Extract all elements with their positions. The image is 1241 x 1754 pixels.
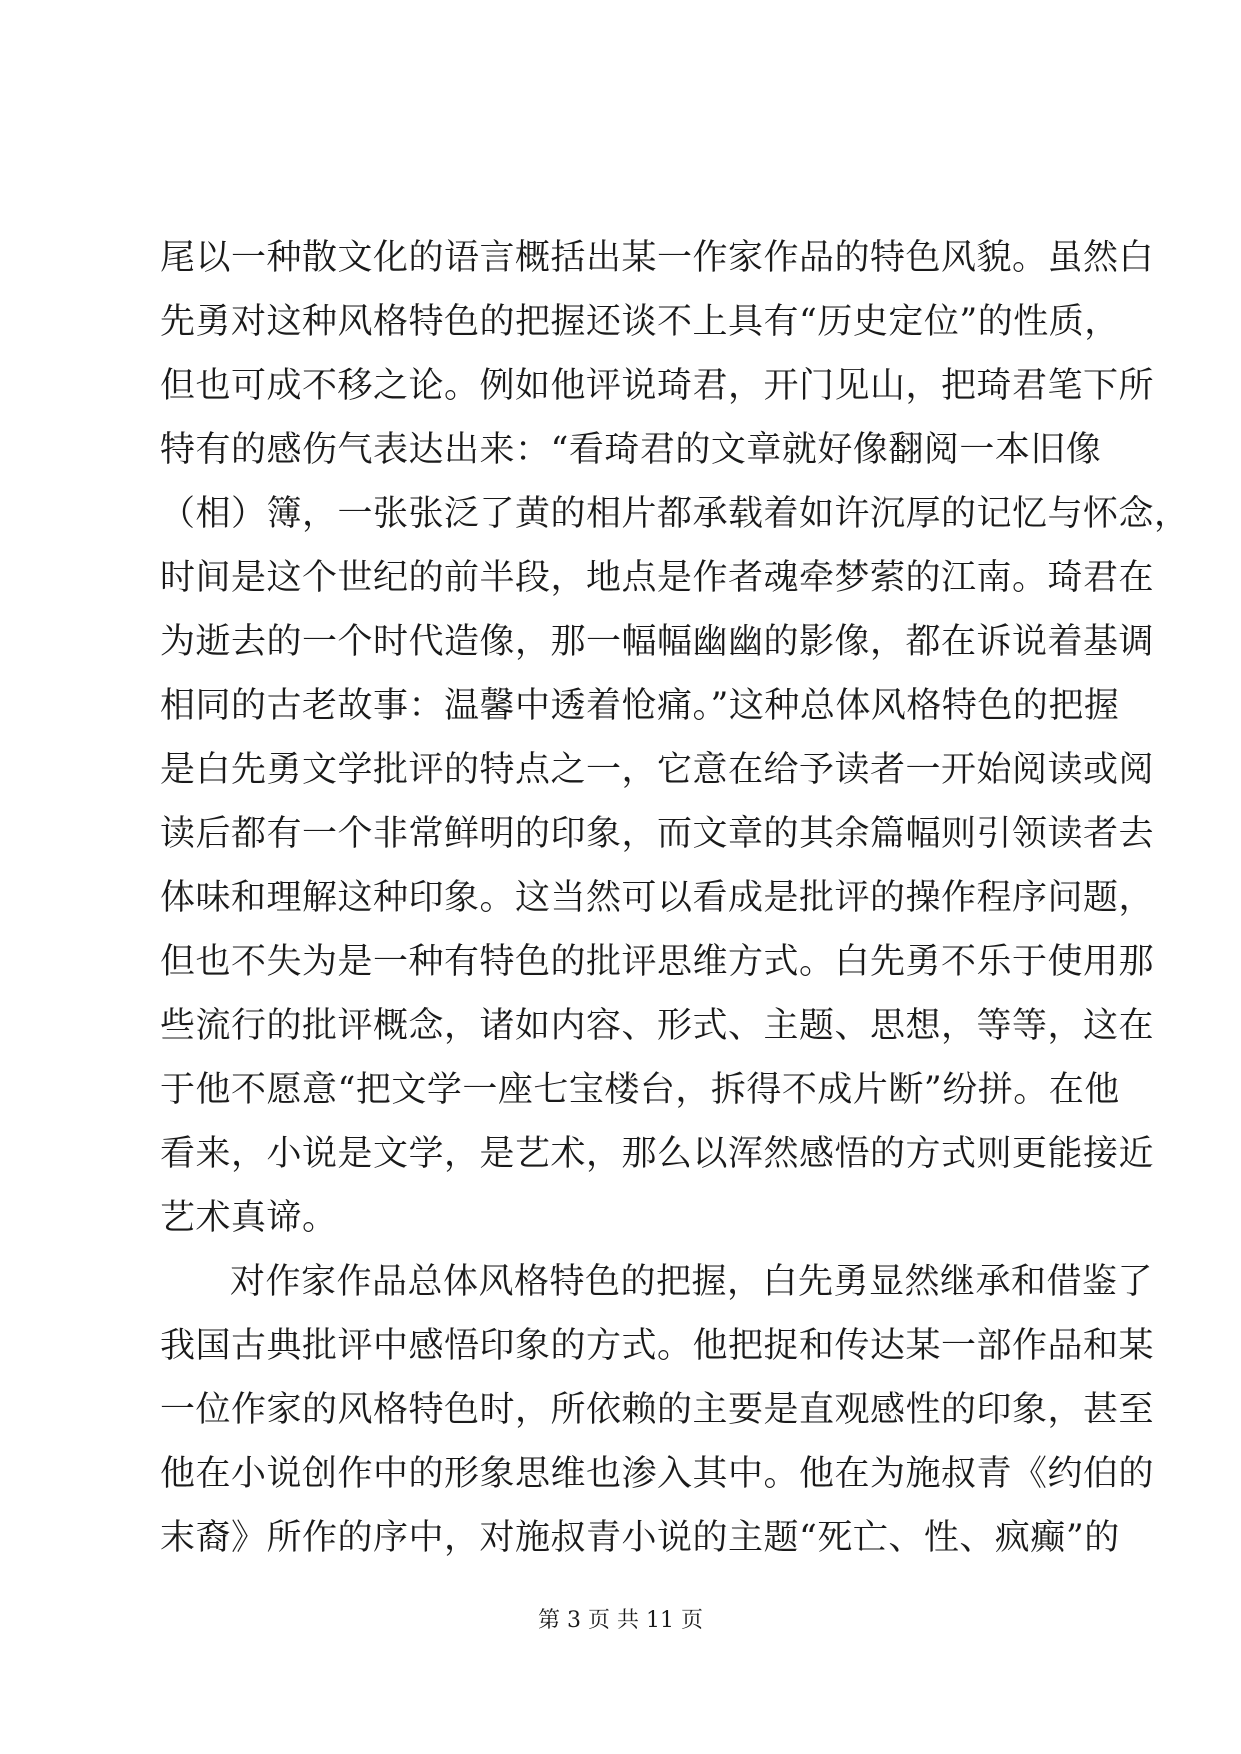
text-line: 特有的感伤气表达出来：“看琦君的文章就好像翻阅一本旧像: [160, 430, 1102, 470]
text-line: 尾以一种散文化的语言概括出某一作家作品的特色风貌。虽然白: [160, 238, 1155, 278]
text-line: 时间是这个世纪的前半段，地点是作者魂牵梦萦的江南。琦君在: [160, 558, 1155, 598]
text-line: 末裔》所作的序中，对施叔青小说的主题“死亡、性、疯癫”的: [160, 1518, 1120, 1558]
text-line: 体味和理解这种印象。这当然可以看成是批评的操作程序问题，: [160, 878, 1155, 918]
text-line: 于他不愿意“把文学一座七宝楼台，拆得不成片断”纷拼。在他: [160, 1070, 1120, 1110]
text-line: （相）簿，一张张泛了黄的相片都承载着如许沉厚的记忆与怀念，: [160, 494, 1190, 534]
text-line: 读后都有一个非常鲜明的印象，而文章的其余篇幅则引领读者去: [160, 814, 1155, 854]
page-number-footer: 第 3 页 共 11 页: [538, 1608, 703, 1633]
text-line: 对作家作品总体风格特色的把握，白先勇显然继承和借鉴了: [230, 1262, 1154, 1302]
text-line: 他在小说创作中的形象思维也渗入其中。他在为施叔青《约伯的: [160, 1454, 1155, 1494]
text-line: 相同的古老故事：温馨中透着怆痛。”这种总体风格特色的把握: [160, 686, 1120, 726]
text-line: 些流行的批评概念，诸如内容、形式、主题、思想，等等，这在: [160, 1006, 1155, 1046]
text-line: 我国古典批评中感悟印象的方式。他把捉和传达某一部作品和某: [160, 1326, 1155, 1366]
text-line: 先勇对这种风格特色的把握还谈不上具有“历史定位”的性质，: [160, 302, 1120, 342]
text-line: 为逝去的一个时代造像，那一幅幅幽幽的影像，都在诉说着基调: [160, 622, 1155, 662]
body-text: [160, 226, 1190, 1570]
text-line: 是白先勇文学批评的特点之一，它意在给予读者一开始阅读或阅: [160, 750, 1155, 790]
text-line: 但也可成不移之论。例如他评说琦君，开门见山，把琦君笔下所: [160, 366, 1155, 406]
paragraph-1: [160, 226, 1190, 1250]
paragraph-2: [160, 1250, 1155, 1570]
text-line: 但也不失为是一种有特色的批评思维方式。白先勇不乐于使用那: [160, 942, 1155, 982]
text-line: 艺术真谛。: [160, 1198, 338, 1238]
text-line: 一位作家的风格特色时，所依赖的主要是直观感性的印象，甚至: [160, 1390, 1155, 1430]
text-line: 看来，小说是文学，是艺术，那么以浑然感悟的方式则更能接近: [160, 1134, 1155, 1174]
